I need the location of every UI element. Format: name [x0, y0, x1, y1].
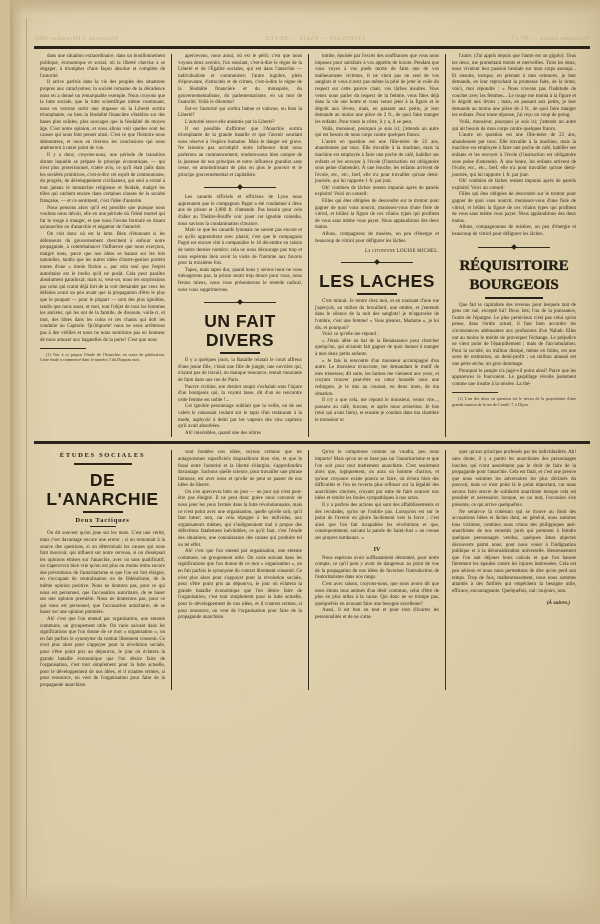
article-signature	[315, 248, 439, 254]
body-paragraph: l'autre. (J'ai appris depuis que l'autre est un gigolo). Tous les deux, me promettant monts et merveilles. Trois les deux, nous vivaient leur passion bestiale sur mon corps assoupi... Et ensuite, lorsque, en prenant à mes ceintures, je leur demande, en leur reprochant la promesse faite, de la brute, voici, moi répondre : « Nous n'avons pas l'habitude de coucher avec les femmes... Le rouge me monta à la figure et le dégoût aux lèvres ; mais, en passant aux petits, je leur demande au moins une pièce de 2 fr., de quoi faire manger les enfants. Pour toute réponse, j'ai reçu un coup de poing.	[452, 54, 576, 119]
paper-speck	[516, 688, 518, 690]
body-paragraph: On s'en apercevra bien un jour — un jour qui n'est peut-être pas éloigné. Il ne peut donc guère nous convenir de nous jeter les yeux fermés dans la lutte révolutionnaire, mais ce n'est point avec une organisation, quelle qu'elle soit, qu'il faut lutter; non, car cela répugne à les individus, aux organisateurs mêmes, qui s'indigneraient mal à propos des défections fatalement inévitables; ce qu'il faut, c'est l'étude des situations, une connaissance des causes qui produire tel ou tel effet.	[178, 489, 302, 548]
footnote-rule	[452, 392, 498, 393]
paper-speck	[204, 141, 206, 143]
paper-speck	[303, 834, 305, 836]
ornament-divider	[452, 244, 576, 251]
article-headline: UN FAIT DIVERS	[204, 311, 276, 351]
ornament-divider	[178, 184, 302, 191]
body-paragraph: Il y a parfois des actions qui sont des affaiblissements et des reculades, qu'on ne l'oublie pas. Lorsqu'on est sur le point de l'avenir en gloire facilement vers la force ; c'est ainsi que l'on fait incapables les révolutions et que, conséquemment, suivant la parole de Saint-Just « on creuse ses propres tombeaux. »	[315, 503, 439, 542]
column-content	[448, 54, 580, 407]
page-fold-line	[26, 18, 27, 898]
headline-underline	[83, 511, 123, 513]
body-paragraph: Il n'y a que cela, me répond le monsieur, venez vite..., passons au café, buvons, et après nous aviserons. Je bus (moi qui avais faim), et ensuite je conduis dans ma chambre le monsieur et	[315, 398, 439, 423]
body-paragraph: Filles qui êtes obligées de descendre sur le trottoir pour gagner de quoi vous nourrir, munissez-vous d'une fiole de vitriol, et brûlez la figure de ces vilains types qui profitent de vous sans même vous payer. Nous applaudirons des deux mains.	[452, 192, 576, 224]
body-paragraph: Voici ce qu'elle me répond :	[322, 332, 379, 338]
column-1	[34, 450, 171, 689]
body-paragraph: Voilà, monsieur, pourquoi je suis ici; j'attends un autre qui est besoin de nous corps contre quelques francs.	[315, 126, 439, 139]
section-number: IV	[373, 546, 381, 553]
signature-name: LOUISE MICHEL.	[395, 249, 439, 255]
mid-heavy-rule	[34, 441, 590, 444]
paper-speck	[444, 311, 445, 312]
body-paragraph: Ne serait-ce là cohésion qui se trouve au fond des accusations bêtes et lâches dont, en général, nous sommes lous victimes, combien nous crions des philippiques anti-anarchistes de nos ennemis jurés qui prennent à feindre quelques personnages vendus, quelques âmes abjectes découverts parmi nous, pour nous vouer à l'indignation publique et à la déconsidération universelle. Heureusement que l'on sait déjouer leurs calculs et que l'on hausse fièrement les épaules contre les injures intéressées. Cela est peu sérieux et nous nous permettons de dire qu'on perd son temps. Trop de fois, malheureusement, nous nous sommes attardés à des futilités qui empêchent la besogne utile, efficace, encourageante. Quelquefois, oui; toujours, non.	[452, 509, 576, 594]
paper-speck	[335, 828, 336, 829]
column-content	[311, 450, 443, 621]
signature-lead: La citoyenne	[364, 249, 396, 255]
article-headline: DE L'ANARCHIE	[46, 470, 159, 510]
footnote-rule	[40, 348, 86, 349]
body-paragraph: L'autre en question est une fille-mère de 22 ans, abandonnée par tous. Elle travaille à la machine, mais la machine est employée à faire une poche de café, habiller ses enfants et les envoyer à l'école (l'instruction est obligatoire sous peine d'amende). À une bouche, les enfants arrivent de l'école, etc., etc., bref, elle n'a pour travailler qu'une demi-journée, qui lui rapporte 1 fr. par jour.	[315, 139, 439, 185]
body-paragraph: Cet ignoble personnage oubliait que la veille, un de ses valets le ramassait roulant sur le tapis d'un restaurant à la mode, asphyxié à demi par les vapeurs des vins capiteux qu'il avait absorbées.	[178, 404, 302, 430]
column-content	[174, 450, 306, 621]
body-paragraph: On dit souvent qu'on joue sur les mots. C'est une vérité, mais c'est davantage encore une erreur ; si on remontait à la source des questions, si on déterminait les causes qui nous font mouvoir, qui influent sur notre cerveau, si on disséquait les opinions émises sur l'anarchie, avec ou sans qualificatif, on s'apercevra bien vite qu'on est plus ou moins imbu encore des préventions de l'autoritarisme et que l'on est fort éloigné, en s'occupant de centralisation ou de fédéralisme, de la même opinion positive. Nous ne doutons pas, pour ce qui nous est personnel, que l'accusation autoritaire, de se baser sur une opinion première. Nous ne douterons pas, pour ce qui nous est personnel, que l'accusation autoritaire, de se baser sur une opinion première.	[40, 531, 165, 616]
column-2	[171, 450, 308, 689]
body-paragraph: Oh! combien de lâches restent impunis après de pareils exploits! Voici un conseil:	[315, 185, 439, 198]
body-paragraph: Pourquoi le peuple n'a jugé-t-il point ainsi? Parce que les apparences le fourvoient. Le gaspillage révolte justement comme une insulte à la misère. La thé-	[452, 368, 576, 387]
headline-underline	[357, 293, 397, 295]
paper-speck	[368, 307, 370, 309]
bleed-date-right: Dimanche 2 Décembre 1883	[34, 34, 119, 42]
column-content	[448, 450, 580, 606]
paper-speck	[592, 584, 594, 586]
body-paragraph: Nous pensons alors qu'il est possible que puisque nous voulons nous dévoir, elle en une période où l'idéal mortel qui fut le rouge à manger, et que nous l'avons formulé en disant qu'anarchie ou d'anarchie et négateur de l'autorité.	[40, 205, 165, 231]
column-4	[445, 450, 582, 689]
body-paragraph: dans une situation extraordinaire, dans un bouillonnement politique, économique et social, où la liberté cherche à se dégager, à triompher d'une façon absolue et complète de l'autorité.	[40, 54, 165, 79]
body-paragraph: sont fondées nos idées, soyons certains que les antagonismes superficiels disparaîtront bien vite, et que le fossé entre l'autorité et la liberté s'élargira, s'approfondira davantage. Sachons quelle science, pour travailler une phrase fameuse, est avec nous et qu'elle ne peut se passer de nos idées de liberté.	[178, 450, 302, 489]
paper-speck	[312, 32, 314, 34]
paper-speck	[174, 317, 176, 319]
column-content	[36, 452, 169, 689]
body-paragraph: L'autre en question est une fille-mère de 22 ans, abandonnée par tous. Elle travaille à la machine, mais la machine est employée à faire une poche de café, habiller ses enfants et les envoyer à l'école (l'instruction est obligatoire sous peine d'amende). À une heure, les enfants arrivent de l'école, etc., etc., bref, elle n'a pour travailler qu'une demi-journée, qui lui rapporte 1 fr. par jour.	[452, 133, 576, 178]
body-paragraph: Voilà, monsieur, pourquoi je suis ici; j'attends un autre qui ait besoin de mon corps contre quelques francs.	[452, 119, 576, 132]
headline-underline	[485, 297, 543, 299]
body-paragraph: Aussi, il est bon en tout et pour tout d'écarter les personnalités et de ne s'atta-	[315, 608, 439, 620]
headline-underline	[220, 352, 260, 354]
body-paragraph: Tapez, mais tapez dur, quand nous y serons nous ne vous ménagerons pas, la prison serait trop douce pour vous, nous ferons mieux, nous vous présenterons le remède radical, nous vous supprimerons.	[178, 267, 302, 293]
body-paragraph: Il y a quelques jours, la Bataille relatait le court affreux d'une jeune fille, c'était une fille de jungle, une ouvrière qui, n'ayant pas de travail, ou manque ressource, tentait mourante de faim dans une rue de Paris.	[178, 358, 302, 383]
body-paragraph: Oh! combien de lâches restent impunis après de pareils exploits! Voici un conseil:	[452, 179, 576, 191]
body-paragraph: Allons, compagnonnes de misères, un peu d'énergie et beaucoup de vitriol pour défigurer les lâches.	[452, 225, 576, 238]
column-content	[174, 54, 306, 437]
body-paragraph: « J'étais allée au bal de la Renaissance pour chercher quelqu'un, qui m'aurait fait gagner de quoi donner à manger à mes deux petits enfants.	[315, 338, 439, 357]
paper-speck	[115, 317, 117, 319]
article-subhead: Deux Tactiques	[75, 517, 130, 525]
column-content	[311, 54, 443, 425]
body-paragraph: Que fait le capitaliste des revenus pour lesquels tant de gens ont sué, excepté lui? Deux lots; l'un de la jouissance, l'autre de l'épargne. Le plus pernicieux n'est pas celui qu'on pense, dans l'ordre actuel, il faut bien accorder les circonstances atténuantes aux profusions d'un Nabab. Elles ont au moins le mérite de provoquer l'échange. Le préjudice ne vient point de l'éparpillement ; mais de l'accumulation. Pour la société, un million dissipé, même en folies, est une sorte de restitution, un demi-profit ; un million amassé est une perte sèche, un gros dommage.	[452, 302, 576, 367]
upper-section	[34, 54, 590, 437]
page-top-edge	[10, 0, 600, 14]
column-2	[171, 54, 308, 437]
continued-marker: (À suivre.)	[546, 600, 570, 607]
paper-speck	[141, 359, 142, 360]
column-content	[36, 54, 169, 363]
paper-speck	[397, 214, 398, 215]
body-paragraph: Les canards officiels et officieux de Lyon nous apprennent que le compagnon Pagot a été condamné à deux ans de prison et 3,000 fr. d'amende. Pas besoin pour cela d'aller au Théâtre-Bouffe voir jouer cet ignoble comédie, nous savions la condamnation d'avance.	[178, 195, 302, 227]
paper-speck	[567, 352, 569, 354]
body-paragraph: Ah! c'est que l'on entend par organisation, une entente commune, un groupement utile. On varie suivant dans les significations que l'on donne de ce mot « organisation », on en fait parfois le synonyme du contrat librement consenti. Ce n'est plus alors pour s'appuyer pour la révolution sociale, pour s'être point pris au dépourvu, le jour où éclatera la grande bataille économique que l'on désire faire de l'organisation, c'est tout simplement pour la lutte actuelle, pour le développement de nos idées, et il n'autres termes, si pour ressource, on veut de l'organisation pour faire de la propagande anarchiste.	[40, 617, 165, 688]
body-paragraph: « Je fais la rencontre d'un monsieur accompagné d'un autre. Le monsieur m'accoste, me demandant le motif de mes tristesses; dit suite, les larmes me viennent aux yeux, et croyant trouver peut-être un cœur honnête sous une redingote, je le mis au courant, en deux mots, de ma situation.	[315, 358, 439, 397]
body-paragraph: Il est possible d'affirmer que l'Anarchie sortira triomphante de la grande bataille et que l'avenir souriant nous réserve à l'espèce humaine. Mais le danger est grave. Ne laissons pas accomplir notre influence dont nous parlerons au commencement; rendons-nous bien compte de la justesse de nos principes et notre influence grandira sans cesse, en amoindrissant de plus en plus le pouvoir et le principe gouvernemental et capitaliste.	[178, 126, 302, 178]
body-paragraph: tombe, épuisée par l'excès des souffrances que vous nous imposez pour satisfaire à vos appétits de luxure. Pendant que vous voyez à vos pieds morte de faim une de vos malheureuses victimes, il ne vient pas un seul de vos sanglots et vous n'avez pas même la pitié de jeter le voile du respect sur cette pauvre chair, vos lâches insultes. Vous venez nous parler du respect de la femme, vous fûtes déjà dans la vie une honte et vous venez jeter à la figure et le dégoût aux lèvres; mais, en passant aux petits, je leur demande au moins une pièce de 2 fr., de quoi faire manger les enfants. Pour toute la vôtre, il y a, il se peut.	[315, 54, 439, 125]
column-3	[308, 450, 445, 689]
bleed-title-center: LYONNAIS — PARIS — REVUE	[264, 34, 366, 42]
ornament-divider	[178, 299, 302, 306]
footnote: (1) Voir à ce propos l'étude de l'Anarchie, en cours de publication. Cette étude a commencé dans le numéro 3 du Drapeau noir.	[40, 352, 165, 363]
article-headline: LES LACHES	[319, 271, 435, 292]
kicker-underline	[74, 463, 132, 465]
column-3	[308, 54, 445, 437]
body-paragraph: Ah! misérables, quand une des nôtres	[185, 430, 261, 436]
body-paragraph: Qu'on le comprenne comme on voudra, peu nous importe! Mais qu'on ne se base pas sur l'autoritarisme et que l'on soit pour tout mettement anarchiste. C'est seulement alors que, logiquement, on aura un homme d'action, et qu'une croyance existe pourra se faire, où éclora bien des difficultés et l'on ne reverra plus reflouer sur la légalité des anarchistes sincères, croyant par suite de faire avancer nos idées et rendre les foules sympathiques à nos actes.	[315, 450, 439, 502]
paper-speck	[32, 75, 33, 76]
body-paragraph: Allons, compagnons de misères, un peu d'énergie et beaucoup de vitriol pour défigurer les lâches.	[315, 232, 439, 244]
body-paragraph: Il y a donc, croyons-nous, une période de transition durant laquelle se prépare le principe économique, — qui n'est plus protectionnel, n'aère avis, ce qu'il était jadis dans les sociétés primitives, c'est-à-dire cet esprit de communisme, du progrès, de développement civilisateur, qui seul a existé à tout jamais le monarchie religieuse et féodale, malgré les tôles qui cachent encore dans certaines classes de la société française, — et ce sentiment, c'est l'idée d'autorité.	[40, 152, 165, 205]
page-content	[34, 46, 590, 898]
bleed-issue-left: Troisième Année — N° 17	[511, 34, 590, 42]
paper-speck	[423, 724, 424, 725]
subhead-underline	[90, 526, 116, 527]
page-binding-edge	[10, 0, 22, 924]
newspaper-page	[10, 0, 600, 924]
paper-speck	[41, 257, 42, 258]
paper-speck	[530, 433, 531, 434]
paper-speck	[436, 541, 437, 542]
paper-speck	[528, 76, 529, 77]
body-paragraph: C'est avec raison, croyons-nous, que nous avons dit que nous étions tous animés d'un désir commun, celui d'être de plus en plus utiles à la cause. Qui donc ne se trompe pas, quelquefois en avouant faire une besogne excellente?	[315, 582, 439, 607]
body-paragraph: Nous espérons avoir suffisamment démontré, pour notre compte, ce qu'il peut y avoir de dangereux au point de vue de la propagation de nos idées de favoriser l'introduction de l'autoritarisme dans nos rangs.	[315, 555, 439, 581]
body-paragraph: Pauvre victime, son dernier soupir s'exhalait sous l'injure d'un bourgeois qui, la voyant lasse, dit d'un ne rencontre cette femme est noble !...	[178, 384, 302, 403]
paper-speck	[461, 790, 462, 791]
body-paragraph: Mais ce que les canards lyonnais ne savent pas encore et ce qu'ils apprendront avec plaisir, c'est que le compagnon Pagot est encore cité à comparaître le 10 décembre en raison de notre dernier numéro; cela ne nous décourage pas trop et nous espérons bien avoir la visite de l'homme aux favoris pour la troisième fois.	[178, 228, 302, 267]
body-paragraph: L'autorité sera-t-elle anéantie par la Liberté?	[185, 119, 275, 125]
ornament-divider	[315, 259, 439, 266]
body-paragraph: On voit donc où est la lutte. Rien d'étonnant si les défenseurs du gouvernement cherchent à enfouir notre propagande, à contrebalancer l'influence que nous exerçons, malgré nous, parce que nos idées se basant sur les lois naturelles, tandis que les autres idées d'outre-gestion portent toutes d'une « ironie fiction », par cela seul que l'esprit autoritaire est le brelin qu'il ne posât. Cela peut paraître absolument paradoxal; mais si, veut-on, nous les surprissions par celui qui craint déjà fort de la voir demander par ceux les défaites avant un peu avant que la propagation d'être le plus que le poupart — pour le plupart — sont des plus ignobles, tandis que nous aussi, et moi, tout l'objet de tous les hommes les anciens; qui les ont de la famille, de dissoute, voilà-ci, et mot, des hôtes dans les coins et ces chants qui doit les conduire au Capitole. Qu'importe! nous ne nous arrêterons pas à des vétilles et nous ne nous sentirions pas en honneur de nous amuser aux bagatelles de la porte! C'est que nous	[40, 232, 165, 343]
body-paragraph: Est-ce l'autorité qui sortira battue et vaincue, ou bien la Liberté?	[178, 106, 302, 119]
column-4	[445, 54, 582, 437]
paper-speck	[269, 82, 271, 84]
paper-speck	[590, 410, 591, 411]
column-1	[34, 54, 171, 437]
body-paragraph: Filles qui êtes obligées de descendre sur le trottoir pour gagner de quoi vous nourrir, munissez-vous d'une fiole de vitriol, et brûlez la figure de ces vilains types qui profitent de vous sans même vous payer. Nous applaudirons des deux mains.	[315, 199, 439, 231]
section-kicker: ÉTUDES SOCIALES	[59, 452, 146, 460]
footnote: (1) L'un des deux en question est le neveu de la propriétaire d'une grande maison de la rue de Condé, 7, à Dijon.	[452, 396, 576, 407]
body-paragraph: quer qu'aux principes professés par les individualités. Ah! sans doute, il y a parmi les anarchistes des personnages louches qui n'ont assurément pas le droit de faire de la propagande pour l'anarchie. Cela est fatal, et c'est une preuve que nous sommes les adversaires les plus déclarés du pouvoir, mais ce n'est point là le point important, car nous savons faire œuvre de solidarité anarchiste lorsque cela est possible et nécessaire; lorsque, en un mot, l'occasion s'en présente, ce qui arrive quelquefois.	[452, 450, 576, 509]
body-paragraph: Ah! c'est que l'on entend par organisation, une entente commune, un groupement utile. On varie suivant dans les significations que l'on donne de ce mot « organisation », on en fait parfois le synonyme du contrat librement consenti. Ce n'est plus alors pour s'appuyer pour la révolution sociale, pour s'être point pris au dépourvu, le jour où éclatera la grande bataille économique que l'on désire faire de l'organisation, c'est tout simplement pour la lutte actuelle, pour le développement de nos idées, et il n'autres termes, si pour ressource, on veut de l'organisation pour faire de la propagande anarchiste.	[178, 549, 302, 621]
article-headline: RÉQUISITOIRE BOURGEOIS	[459, 257, 569, 293]
body-paragraph: C'est minuit. Je rentre chez moi, et en tournant d'une rue j'aperçois, au milieu du brouillard, une ombre, et j'entends dans le silence de la nuit des sanglots! je m'approche de l'ombre, c'est une femme! « Vous pleurez, Madame », je lui dis, et pourquoi?	[315, 299, 439, 331]
paper-speck	[246, 698, 248, 700]
body-paragraph: Il arrive parfois dans la vie des peuples des situations propres aux cataclysmes; la société romaine de la décadence nous en a donné un remarquable exemple. Nous croyons que la lutte sociale, que la lutte scientifique même continuant, nous en verrons sortir une impasse où la Liberté sortira triomphante, ou bien la féodalité financière s'établira sur des bases plus solides, plus sauvages que la féodalité du moyen âge. C'est notre opinion, et nous allons voir quelles sont les causes qui nous font penser ainsi. C'est ce que l'histoire nous démontrera, et nous en tirerons les conclusions qui nous amèneront à notre point de vue.	[40, 80, 165, 152]
paper-speck	[189, 27, 190, 28]
lower-section	[34, 450, 590, 689]
paper-speck	[26, 56, 27, 57]
paper-speck	[308, 72, 309, 73]
body-paragraph: apercevons, nous aussi, où est le péril; c'est que nous voyons deux avenirs, l'un souriant, c'est-à-dire le règne de la Liberté et de l'Égalité sociales, qui est dans l'anarchie — individualiste et communiste; l'autre lugubre, plein d'épouvante, d'atrocités et de crimes, c'est-à-dire le règne de la féodalité financière et du monopole, du gouvernementalisme, du parlementarisme, en un mot de l'autorité. Voilà le dilemme!	[178, 54, 302, 106]
paper-speck	[227, 430, 228, 431]
paper-speck	[101, 651, 102, 652]
top-heavy-rule	[34, 46, 590, 49]
paper-speck	[219, 212, 220, 213]
